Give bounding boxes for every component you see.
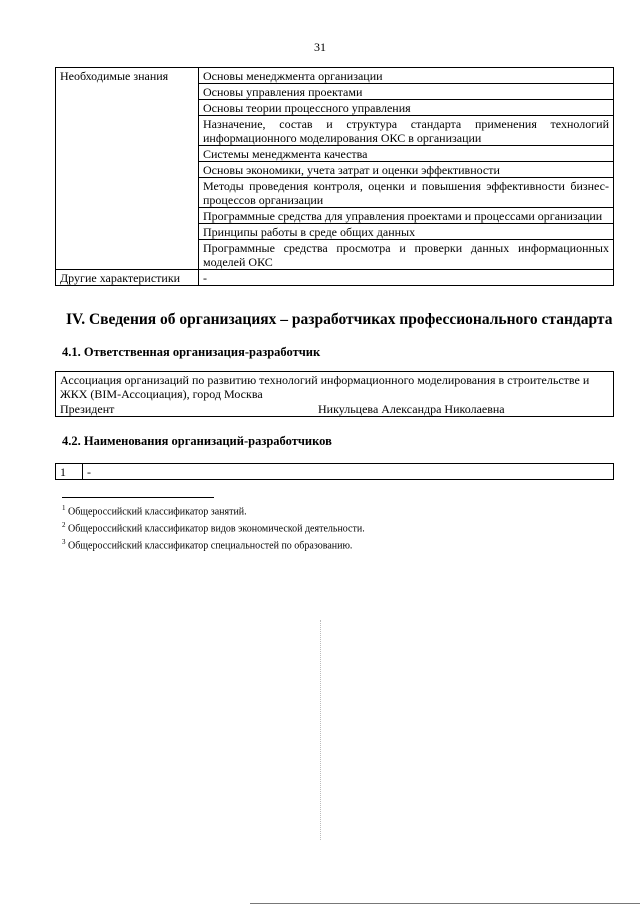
developer-orgs-heading: 4.2. Наименования организаций-разработчиков: [62, 434, 332, 448]
knowledge-item: Принципы работы в среде общих данных: [199, 224, 614, 240]
table-row: [56, 401, 614, 417]
knowledge-item: Основы экономики, учета затрат и оценки эффективности: [199, 162, 614, 178]
footnote-text: Общероссийский классификатор видов экономической деятельности.: [68, 523, 365, 535]
page-number: 31: [314, 40, 326, 54]
scan-edge: [250, 903, 640, 904]
other-characteristics-label: Другие характеристики: [56, 270, 199, 286]
knowledge-item: Назначение, состав и структура стандарта применения технологий информационного моделирования ОКС в организации: [199, 116, 614, 146]
knowledge-item: Основы менеджмента организации: [199, 68, 614, 84]
responsible-org-heading: 4.1. Ответственная организация-разработчик: [62, 345, 321, 359]
knowledge-item: Программные средства просмотра и проверки данных информационных моделей ОКС: [199, 240, 614, 270]
dev-value: -: [83, 464, 614, 480]
head-name: Никульцева Александра Николаевна: [314, 401, 614, 417]
knowledge-item: Методы проведения контроля, оценки и повышения эффективности бизнес-процессов организации: [199, 178, 614, 208]
knowledge-item: Основы теории процессного управления: [199, 100, 614, 116]
knowledge-label: Необходимые знания: [56, 68, 199, 270]
knowledge-item: Основы управления проектами: [199, 84, 614, 100]
dev-number: 1: [56, 464, 83, 480]
footnote-divider: [62, 497, 214, 498]
table-row: [56, 372, 614, 402]
developer-orgs-table: [55, 463, 614, 480]
footnote-text: Общероссийский классификатор специальностей по образованию.: [68, 539, 353, 551]
table-row: [56, 270, 614, 286]
knowledge-item: Программные средства для управления проектами и процессами организации: [199, 208, 614, 224]
table-row: [56, 464, 614, 480]
scan-artifact: [320, 620, 321, 840]
footnote-mark: 1: [62, 504, 66, 512]
footnote: [62, 536, 365, 553]
footnote-mark: 2: [62, 520, 66, 529]
section-title: IV. Сведения об организациях – разработчиках профессионального стандарта: [66, 311, 613, 328]
footnote: [62, 502, 365, 519]
footnote-text: Общероссийский классификатор занятий.: [68, 506, 247, 518]
responsible-org-table: [55, 371, 614, 417]
footnotes: [62, 502, 365, 552]
org-name: Ассоциация организаций по развитию технологий информационного моделирования в строительстве и ЖКХ (BIM-Ассоциация), город Москва: [56, 372, 614, 402]
knowledge-item: Системы менеджмента качества: [199, 146, 614, 162]
knowledge-table: [55, 67, 614, 286]
table-row: [56, 68, 614, 84]
other-characteristics-value: -: [199, 270, 614, 286]
head-position: Президент: [56, 401, 315, 417]
footnote: [62, 519, 365, 536]
footnote-mark: 3: [62, 537, 66, 546]
